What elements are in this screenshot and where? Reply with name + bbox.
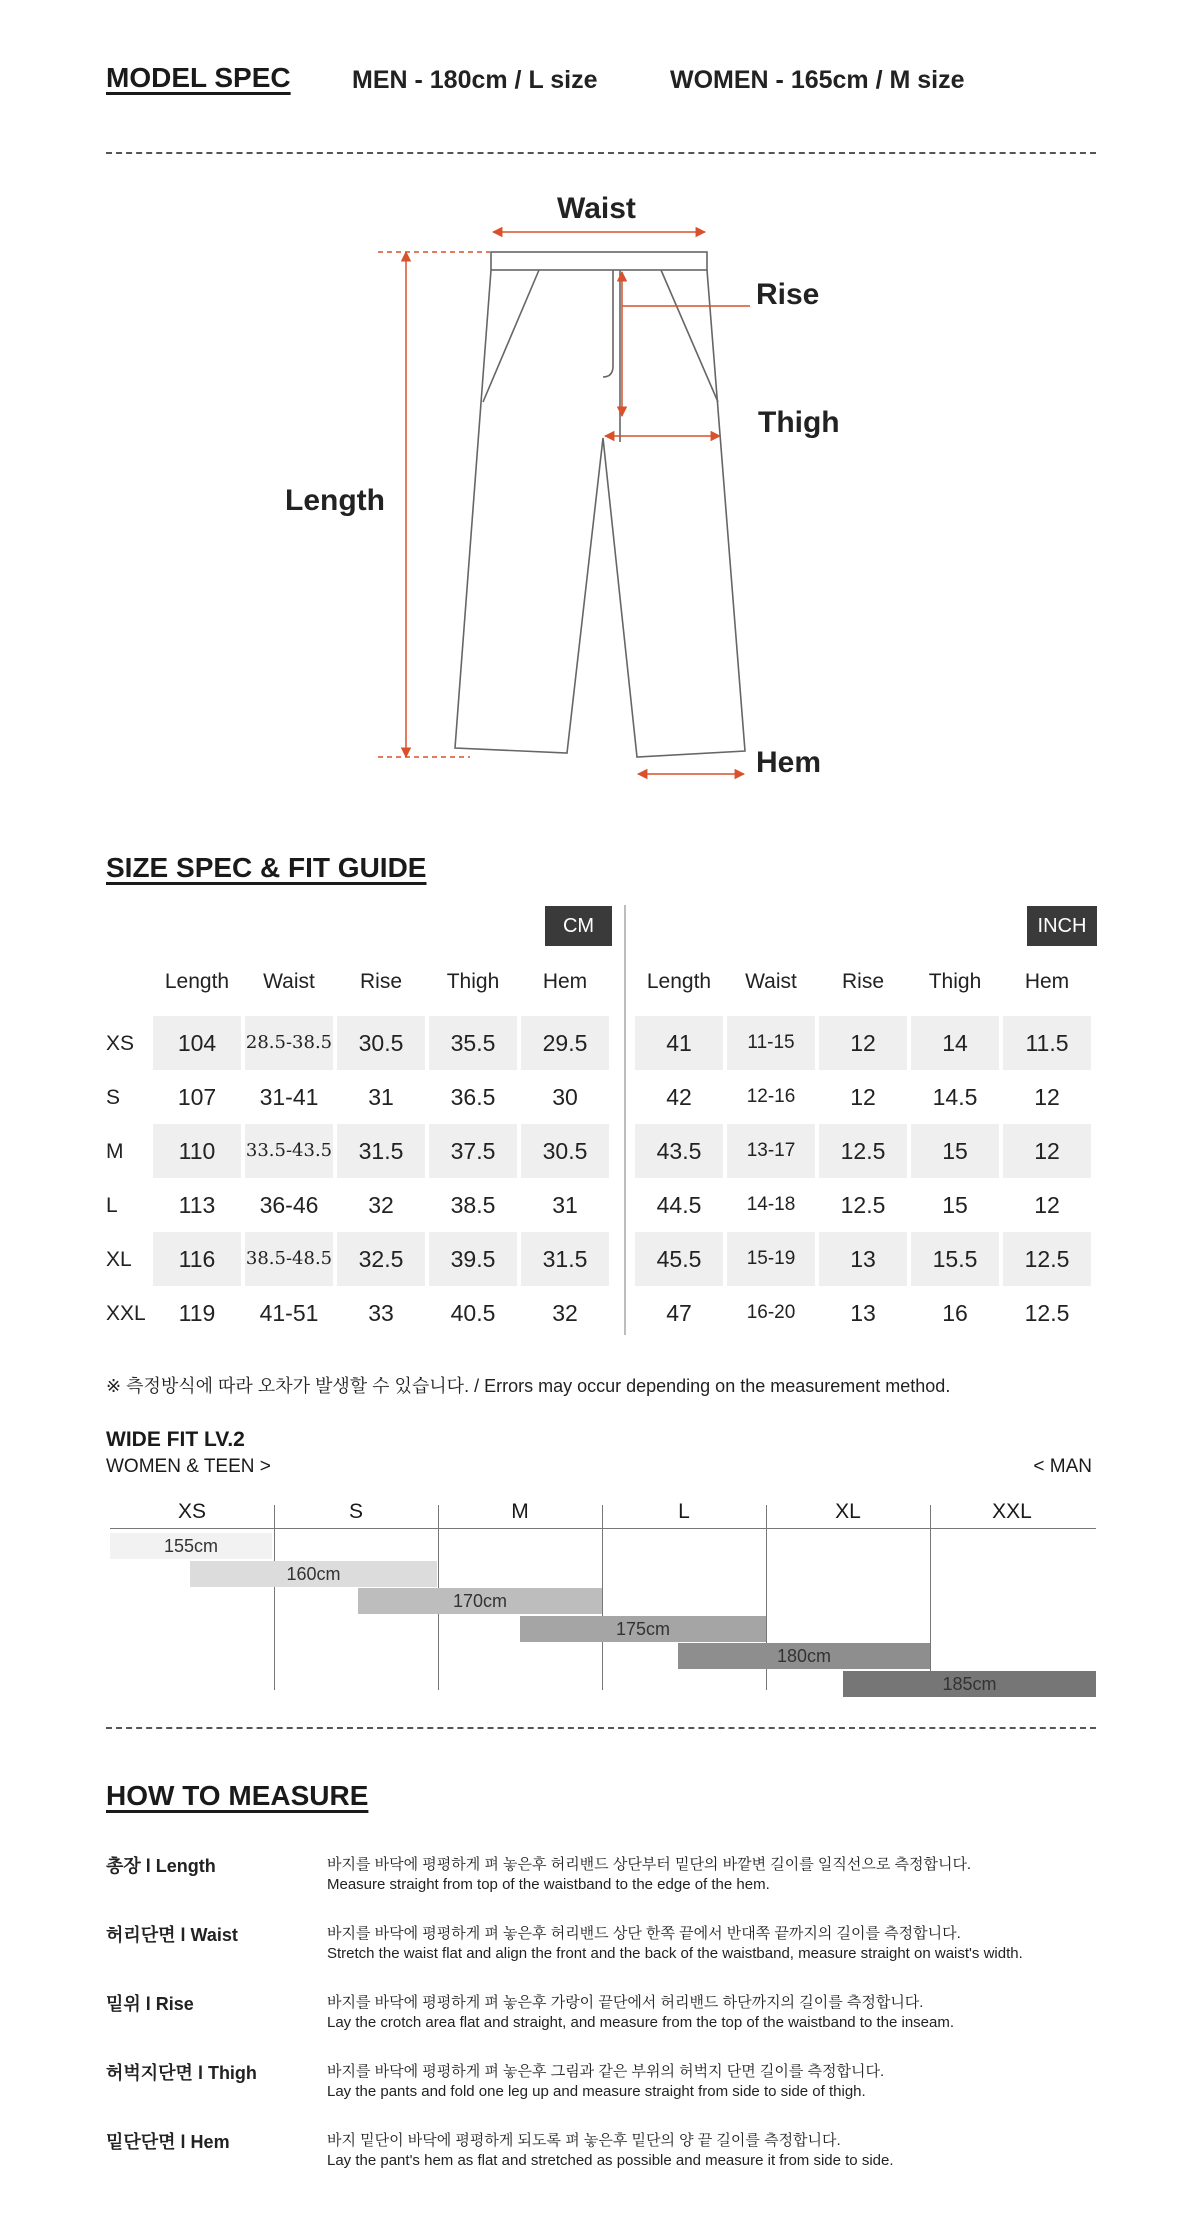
- fit-size-header: L: [678, 1500, 690, 1523]
- inch-cell: 15: [942, 1192, 968, 1218]
- cm-cell: 30.5: [521, 1124, 609, 1178]
- inch-cell: 12.5: [1024, 1300, 1070, 1326]
- cm-cell: 113: [178, 1192, 216, 1218]
- cm-cell: 31.5: [337, 1124, 425, 1178]
- fit-height-bar: 185cm: [843, 1671, 1096, 1697]
- measure-item-english: Lay the crotch area flat and straight, and measure from the top of the waistband to the inseam.: [327, 2014, 955, 2031]
- fit-size-header: S: [348, 1500, 363, 1523]
- fit-size-header: XS: [177, 1500, 206, 1523]
- length-label: Length: [285, 484, 385, 517]
- inch-cell: 12: [1034, 1192, 1060, 1218]
- inch-cell: 47: [666, 1300, 692, 1326]
- section-divider: [106, 1727, 1096, 1729]
- pants-illustration: [0, 180, 1200, 800]
- fit-axis-line: [110, 1528, 1096, 1529]
- measure-item-english: Lay the pant's hem as flat and stretched as possible and measure it from side to side.: [327, 2152, 894, 2169]
- measure-item-korean: 바지를 바닥에 평평하게 펴 놓은후 가랑이 끝단에서 허리밴드 하단까지의 길이를 측정합니다.: [327, 1994, 924, 2011]
- cm-cell: 36-46: [259, 1192, 319, 1218]
- cm-cell: 31: [368, 1084, 394, 1110]
- fit-height-bar: 180cm: [678, 1643, 930, 1669]
- inch-cell: 12: [1003, 1124, 1091, 1178]
- cm-cell: 116: [153, 1232, 241, 1286]
- inch-cell: 14-18: [746, 1194, 796, 1215]
- inch-unit-badge: INCH: [1027, 906, 1097, 946]
- inch-cell: 42: [666, 1084, 692, 1110]
- cm-column-header: Waist: [263, 970, 315, 993]
- inch-cell: 13: [819, 1232, 907, 1286]
- cm-column-header: Thigh: [446, 970, 500, 993]
- size-row-label: XS: [106, 1032, 135, 1055]
- cm-cell: 30: [552, 1084, 578, 1110]
- size-row-label: L: [106, 1194, 118, 1217]
- size-row-label: S: [106, 1086, 121, 1109]
- measure-item-korean: 바지를 바닥에 평평하게 펴 놓은후 그림과 같은 부위의 허벅지 단면 길이를 측정합니다.: [327, 2063, 885, 2080]
- cm-cell: 38.5-48.5: [245, 1232, 333, 1286]
- cm-column-header: Length: [164, 970, 230, 993]
- cm-cell: 33.5-43.5: [245, 1124, 333, 1178]
- model-spec-women: WOMEN - 165cm / M size: [670, 66, 965, 94]
- measure-item-english: Measure straight from top of the waistband to the edge of the hem.: [327, 1876, 770, 1893]
- inch-cell: 15-19: [727, 1232, 815, 1286]
- measure-item-name: 밑단단면 l Hem: [106, 2132, 230, 2152]
- inch-cell: 12-16: [746, 1086, 796, 1107]
- cm-column-header: Rise: [359, 970, 402, 993]
- fit-size-header: XXL: [992, 1500, 1032, 1523]
- cm-cell: 37.5: [429, 1124, 517, 1178]
- inch-cell: 16-20: [746, 1302, 796, 1323]
- unit-divider: [624, 905, 626, 1335]
- fit-size-header: M: [511, 1500, 529, 1523]
- cm-unit-badge: CM: [545, 906, 612, 946]
- inch-cell: 15: [911, 1124, 999, 1178]
- inch-cell: 11-15: [727, 1016, 815, 1070]
- cm-cell: 30.5: [337, 1016, 425, 1070]
- inch-cell: 15.5: [911, 1232, 999, 1286]
- inch-cell: 12: [850, 1084, 876, 1110]
- inch-cell: 14: [911, 1016, 999, 1070]
- pants-outline: [455, 252, 745, 757]
- cm-cell: 31-41: [259, 1084, 319, 1110]
- cm-cell: 41-51: [259, 1300, 319, 1326]
- measure-item-name: 허벅지단면 l Thigh: [106, 2063, 257, 2083]
- cm-cell: 33: [368, 1300, 394, 1326]
- cm-cell: 35.5: [429, 1016, 517, 1070]
- inch-cell: 14.5: [932, 1084, 978, 1110]
- cm-cell: 119: [178, 1300, 216, 1326]
- inch-cell: 12.5: [819, 1124, 907, 1178]
- fit-women-teen-label: WOMEN & TEEN >: [106, 1456, 271, 1477]
- measure-item-english: Lay the pants and fold one leg up and measure straight from side to side of thigh.: [327, 2083, 866, 2100]
- measure-item-korean: 바지를 바닥에 평평하게 펴 놓은후 허리밴드 상단 한쪽 끝에서 반대쪽 끝까지의 길이를 측정합니다.: [327, 1925, 961, 1942]
- measure-item-english: Stretch the waist flat and align the front and the back of the waistband, measure straight on waist's width.: [327, 1945, 1023, 1962]
- cm-cell: 38.5: [450, 1192, 496, 1218]
- cm-cell: 28.5-38.5: [245, 1016, 333, 1070]
- model-spec-title: MODEL SPEC: [106, 62, 291, 93]
- thigh-label: Thigh: [758, 406, 840, 439]
- cm-cell: 110: [153, 1124, 241, 1178]
- measure-item-korean: 바지 밑단이 바닥에 평평하게 되도록 펴 놓은후 밑단의 양 끝 길이를 측정합니다.: [327, 2132, 841, 2149]
- inch-column-header: Waist: [745, 970, 797, 993]
- inch-column-header: Thigh: [928, 970, 982, 993]
- waist-label: Waist: [557, 192, 636, 225]
- measurement-note: ※ 측정방식에 따라 오차가 발생할 수 있습니다. / Errors may occur depending on the measurement method.: [106, 1376, 951, 1396]
- fit-size-header: XL: [835, 1500, 861, 1523]
- inch-cell: 16: [942, 1300, 968, 1326]
- inch-cell: 13-17: [727, 1124, 815, 1178]
- inch-cell: 12.5: [1003, 1232, 1091, 1286]
- measure-item-korean: 바지를 바닥에 평평하게 펴 놓은후 허리밴드 상단부터 밑단의 바깥변 길이를 일직선으로 측정합니다.: [327, 1856, 972, 1873]
- cm-cell: 36.5: [450, 1084, 496, 1110]
- cm-cell: 39.5: [429, 1232, 517, 1286]
- measure-item-name: 허리단면 l Waist: [106, 1925, 238, 1945]
- inch-cell: 12.5: [840, 1192, 886, 1218]
- inch-cell: 41: [635, 1016, 723, 1070]
- size-spec-title: SIZE SPEC & FIT GUIDE: [106, 852, 427, 883]
- fit-height-bar: 155cm: [110, 1533, 272, 1559]
- hem-label: Hem: [756, 746, 822, 779]
- cm-cell: 29.5: [521, 1016, 609, 1070]
- inch-column-header: Rise: [841, 970, 884, 993]
- size-row-label: M: [106, 1140, 124, 1163]
- fit-column-divider: [930, 1505, 931, 1690]
- how-to-measure-title: HOW TO MEASURE: [106, 1780, 369, 1811]
- fit-man-label: < MAN: [1033, 1456, 1092, 1477]
- cm-cell: 31: [552, 1192, 578, 1218]
- section-divider: [106, 152, 1096, 154]
- inch-column-header: Length: [646, 970, 712, 993]
- cm-cell: 32: [552, 1300, 578, 1326]
- fit-height-bar: 175cm: [520, 1616, 766, 1642]
- inch-cell: 11.5: [1003, 1016, 1091, 1070]
- cm-cell: 31.5: [521, 1232, 609, 1286]
- inch-column-header: Hem: [1024, 970, 1070, 993]
- inch-cell: 12: [1034, 1084, 1060, 1110]
- measure-item-name: 밑위 l Rise: [106, 1994, 194, 2014]
- cm-column-header: Hem: [542, 970, 588, 993]
- measurement-diagram: [0, 180, 1200, 800]
- cm-cell: 32.5: [337, 1232, 425, 1286]
- fit-level-title: WIDE FIT LV.2: [106, 1428, 245, 1451]
- inch-cell: 13: [850, 1300, 876, 1326]
- rise-label: Rise: [756, 278, 820, 311]
- inch-cell: 43.5: [635, 1124, 723, 1178]
- size-row-label: XL: [106, 1248, 132, 1271]
- cm-cell: 32: [368, 1192, 394, 1218]
- inch-cell: 44.5: [656, 1192, 702, 1218]
- fit-column-divider: [274, 1505, 275, 1690]
- measure-item-name: 총장 l Length: [106, 1856, 216, 1876]
- fit-column-divider: [602, 1505, 603, 1690]
- size-row-label: XXL: [106, 1302, 146, 1325]
- cm-cell: 107: [177, 1084, 217, 1110]
- inch-cell: 12: [819, 1016, 907, 1070]
- model-spec-men: MEN - 180cm / L size: [352, 66, 598, 94]
- fit-height-bar: 160cm: [190, 1561, 437, 1587]
- inch-cell: 45.5: [635, 1232, 723, 1286]
- fit-height-bar: 170cm: [358, 1588, 602, 1614]
- cm-cell: 104: [153, 1016, 241, 1070]
- cm-cell: 40.5: [450, 1300, 496, 1326]
